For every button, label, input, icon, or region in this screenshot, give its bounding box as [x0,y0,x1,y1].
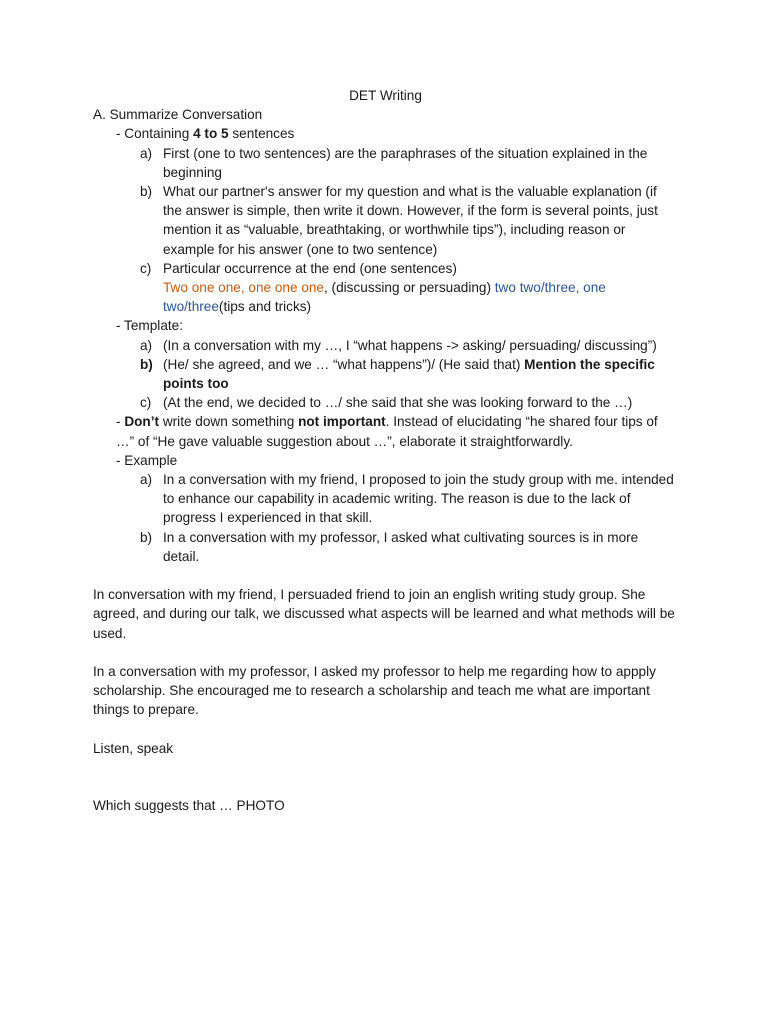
occurrence-text: Particular occurrence at the end (one sentences) [163,260,457,276]
containing-prefix: - Containing [116,126,194,142]
list-text: (At the end, we decided to …/ she said that she was looking forward to the …) [163,395,633,411]
containing-line [93,124,678,143]
template-b-bold: Mention the specific points too [163,356,655,392]
document-title: DET Writing [349,88,422,103]
paragraph: Listen, speak [93,740,174,756]
dont-rest: . Instead of elucidating “he shared four tips of …” of “He gave valuable suggestion about …”, elaborate it straightforwardly. [116,414,658,449]
list-item [93,355,678,393]
section-heading: A. Summarize Conversation [93,107,263,123]
list-text [163,259,678,317]
pattern-blue: two two/three, one two/three [163,280,606,315]
not-important-bold: not important [298,414,386,430]
spacer [93,566,678,585]
spacer [93,720,678,739]
list-text [163,355,678,393]
list-item [93,393,678,412]
document-page [93,86,678,816]
dont-mid: write down something [159,414,299,430]
list-label: a) [140,472,153,488]
list-text: In a conversation with my professor, I asked what cultivating sources is in more detail. [163,529,639,564]
dont-line [93,412,678,450]
template-b-text: (He/ she agreed, and we … “what happens”)/ (He said that) [163,356,525,372]
list-label: b) [140,529,153,545]
pattern-middle: , (discussing or persuading) [324,280,495,296]
list-item [93,336,678,355]
list-label: b) [140,184,153,200]
dont-dash: - [116,414,125,430]
list-label: c) [140,260,152,276]
list-text: In a conversation with my friend, I proposed to join the study group with me. intended to enhance our capability in academic writing. The reason is due to the lack of progress I experienced in that skill. [163,472,674,526]
pattern-orange: Two one one, one one one [163,280,324,296]
list-label: a) [140,145,153,161]
list-text: (In a conversation with my …, I “what happens -> asking/ persuading/ discussing”) [163,337,657,353]
list-item [93,144,678,182]
spacer [93,758,678,796]
pattern-end: (tips and tricks) [218,299,312,315]
template-heading: - Template: [116,318,183,334]
list-text: First (one to two sentences) are the paraphrases of the situation explained in the beginning [163,145,648,180]
list-label: b) [140,356,153,372]
list-item [93,259,678,317]
list-text: What our partner's answer for my question and what is the valuable explanation (if the answer is simple, then write it down. However, if the form is several points, just mention it as “valuable, breathtaking, or worthwhile tips”), including reason or example for his answer (one to two sentence) [163,184,658,257]
list-label: a) [140,337,153,353]
paragraph: Which suggests that … PHOTO [93,798,285,814]
paragraph: In a conversation with my professor, I asked my professor to help me regarding how to appply scholarship. She encouraged me to research a scholarship and teach me what are important things to prepare. [93,664,656,718]
containing-count: 4 to 5 [193,126,229,142]
dont-bold: Don’t [124,414,160,430]
example-heading: - Example [116,452,178,468]
spacer [93,643,678,662]
containing-suffix: sentences [228,126,295,142]
list-item [93,470,678,528]
list-label: c) [140,395,152,411]
list-item [93,528,678,566]
paragraph: In conversation with my friend, I persuaded friend to join an english writing study group. She agreed, and during our talk, we discussed what aspects will be learned and what methods will be used. [93,587,675,641]
list-item [93,182,678,259]
